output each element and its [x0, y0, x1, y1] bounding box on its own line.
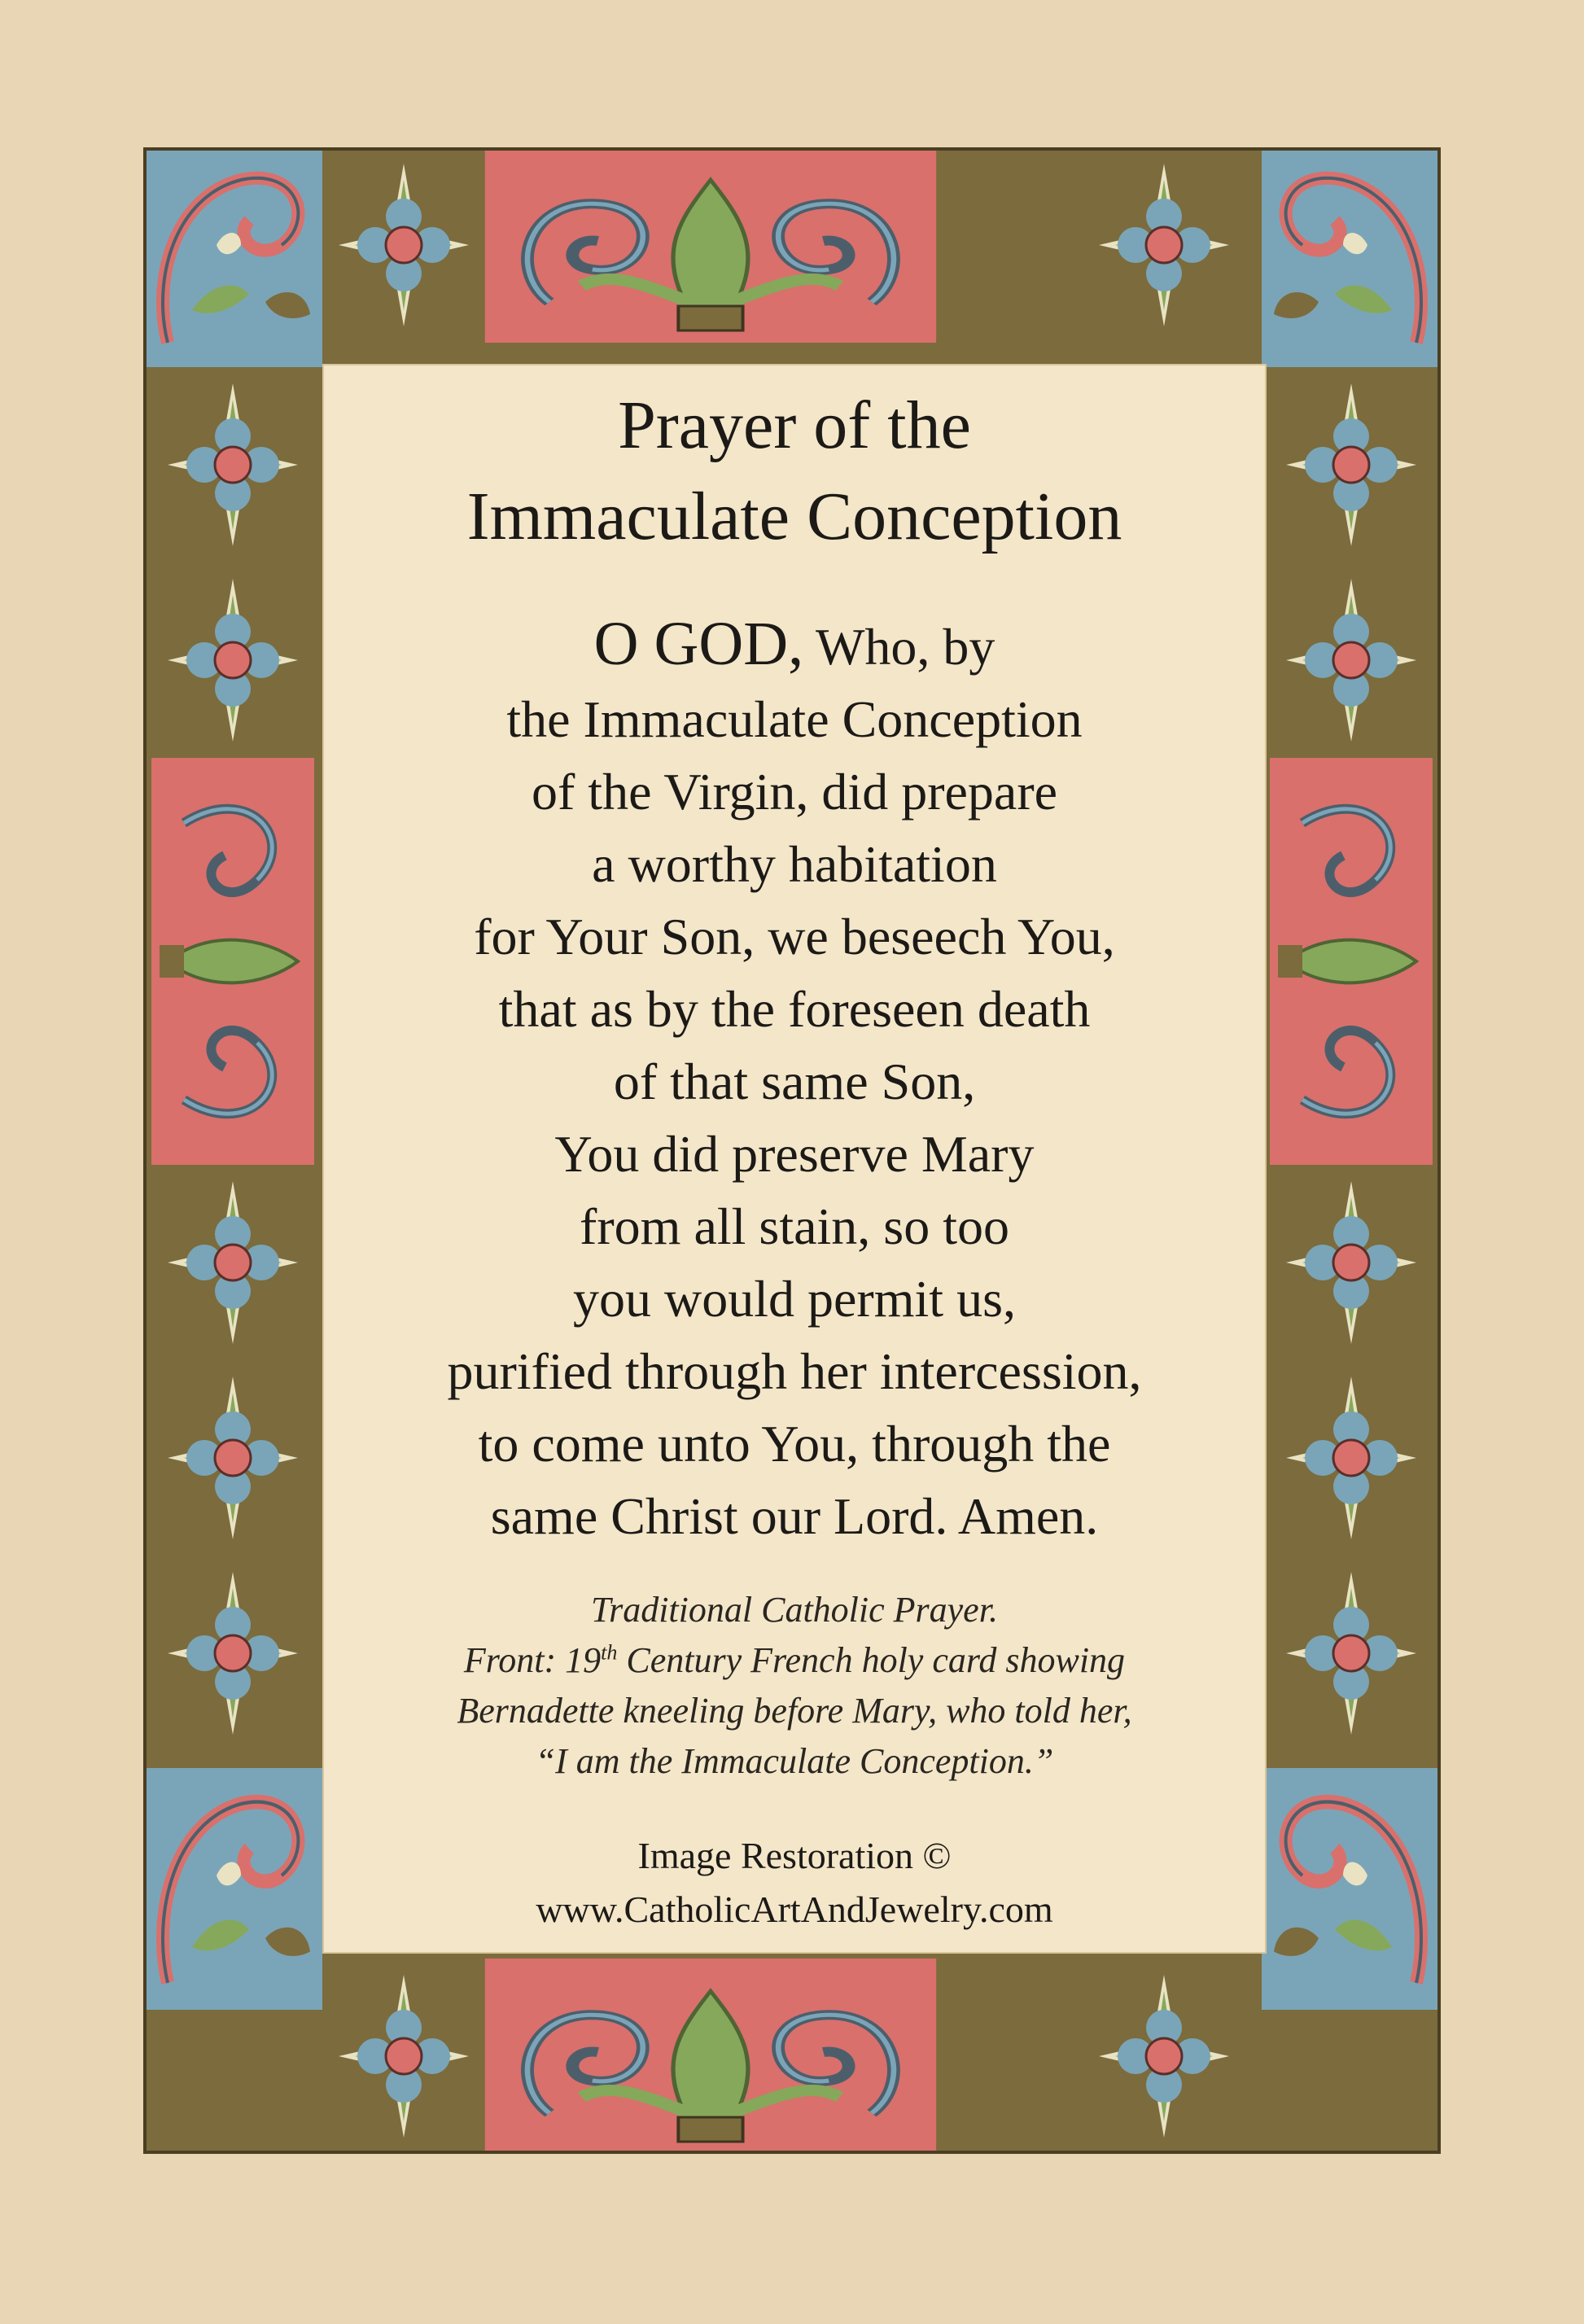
prayer-line: the Immaculate Conception: [506, 690, 1083, 748]
prayer-line: You did preserve Mary: [554, 1125, 1035, 1183]
copyright-line: Image Restoration ©: [637, 1835, 952, 1876]
restoration-credit: [322, 1829, 1267, 1937]
prayer-opening: O GOD,: [593, 610, 804, 678]
prayer-line: that as by the foreseen death: [498, 980, 1091, 1038]
prayer-text: [322, 608, 1267, 1552]
prayer-line: same Christ our Lord. Amen.: [490, 1487, 1099, 1545]
prayer-line: a worthy habitation: [592, 835, 997, 893]
credit-line: Bernadette kneeling before Mary, who told her,: [457, 1691, 1132, 1731]
credit-line: “I am the Immaculate Conception.”: [535, 1741, 1054, 1781]
website-link[interactable]: www.CatholicArtAndJewelry.com: [536, 1889, 1053, 1930]
prayer-line: purified through her intercession,: [447, 1342, 1142, 1400]
credits: [322, 1585, 1267, 1787]
prayer-line: for Your Son, we beseech You,: [474, 908, 1115, 965]
prayer-line: from all stain, so too: [580, 1197, 1009, 1255]
credit-line: Front: 19th Century French holy card showing: [463, 1640, 1126, 1680]
prayer-panel: [322, 364, 1267, 1954]
title-line-2: Immaculate Conception: [466, 479, 1122, 554]
credit-line: Traditional Catholic Prayer.: [591, 1590, 998, 1630]
prayer-line: of the Virgin, did prepare: [531, 763, 1058, 821]
prayer-line: O GOD, Who, by: [593, 610, 995, 678]
prayer-line: you would permit us,: [573, 1270, 1016, 1328]
title-line-1: Prayer of the: [618, 387, 971, 463]
prayer-line: to come unto You, through the: [478, 1415, 1111, 1473]
prayer-line: of that same Son,: [613, 1053, 976, 1110]
